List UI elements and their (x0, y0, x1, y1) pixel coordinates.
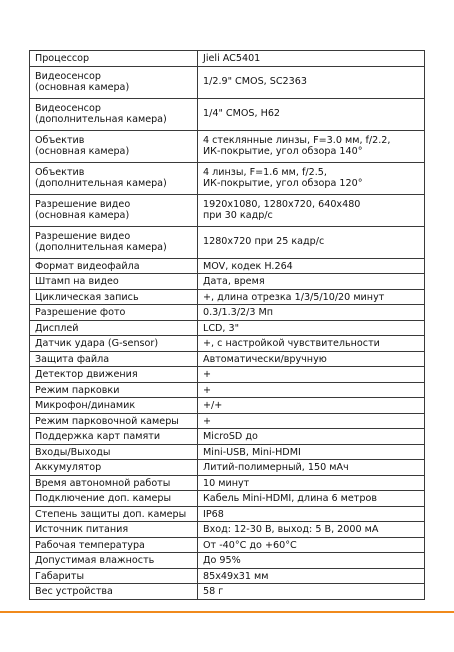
spec-label: Аккумулятор (35, 462, 102, 473)
spec-label: Видеосенсор (35, 102, 101, 114)
spec-row (30, 320, 425, 336)
spec-row (30, 491, 425, 507)
spec-label: Входы/Выходы (35, 446, 111, 458)
spec-value: 1920x1080, 1280x720, 640x480 (203, 198, 361, 210)
spec-label-cell (30, 506, 198, 522)
spec-label: Режим парковочной камеры (35, 415, 179, 427)
spec-value: ИК-покрытие, угол обзора 120° (203, 178, 363, 189)
spec-label: Датчик удара (G-sensor) (35, 338, 159, 349)
spec-value: MicroSD до (203, 431, 258, 442)
spec-value: 10 минут (203, 477, 250, 489)
spec-row (30, 305, 425, 321)
spec-value-cell (198, 258, 425, 274)
spec-label-cell (30, 320, 198, 336)
spec-label: Допустимая влажность (35, 555, 155, 566)
spec-value: Дата, время (203, 276, 265, 287)
spec-label: Процессор (35, 53, 90, 64)
spec-row (30, 522, 425, 538)
spec-label: Вес устройства (35, 586, 113, 597)
spec-row (30, 584, 425, 600)
spec-table-body (30, 51, 425, 600)
spec-label-cell (30, 444, 198, 460)
spec-row (30, 226, 425, 258)
spec-label: (основная камера) (35, 210, 130, 221)
spec-label: Формат видеофайла (35, 260, 140, 272)
spec-label: Объектив (35, 134, 85, 146)
spec-label-cell (30, 475, 198, 491)
spec-label: (основная камера) (35, 146, 130, 157)
spec-label-cell (30, 336, 198, 352)
spec-label-cell (30, 305, 198, 321)
spec-value: 58 г (203, 586, 224, 597)
spec-label-cell (30, 413, 198, 429)
spec-row (30, 537, 425, 553)
spec-value-cell (198, 367, 425, 383)
spec-value-cell (198, 537, 425, 553)
spec-value-cell (198, 444, 425, 460)
spec-label: Подключение доп. камеры (35, 493, 172, 504)
spec-label-cell (30, 194, 198, 226)
spec-value: Автоматически/вручную (203, 353, 327, 365)
spec-label-cell (30, 130, 198, 162)
spec-value: Mini-USB, Mini-HDMI (203, 446, 301, 458)
spec-row (30, 336, 425, 352)
spec-label-cell (30, 568, 198, 584)
spec-label: (дополнительная камера) (35, 114, 167, 125)
spec-value-cell (198, 429, 425, 445)
spec-table (29, 50, 425, 600)
spec-value-cell (198, 351, 425, 367)
spec-value: +, длина отрезка 1/3/5/10/20 минут (203, 291, 385, 303)
spec-row (30, 475, 425, 491)
spec-label-cell (30, 398, 198, 414)
spec-label: Циклическая запись (35, 291, 139, 303)
spec-value-cell (198, 584, 425, 600)
spec-label: Защита файла (35, 353, 110, 365)
spec-value-cell (198, 522, 425, 538)
spec-label-cell (30, 522, 198, 538)
spec-value-cell (198, 305, 425, 321)
spec-value: Jieli AC5401 (203, 53, 261, 64)
spec-row (30, 460, 425, 476)
spec-label: Габариты (35, 570, 85, 582)
spec-label-cell (30, 553, 198, 569)
spec-label-cell (30, 429, 198, 445)
spec-value-cell (198, 51, 425, 67)
spec-row (30, 553, 425, 569)
spec-value: 4 стеклянные линзы, F=3.0 мм, f/2.2, (203, 134, 391, 146)
spec-label: Видеосенсор (35, 70, 101, 82)
spec-value-cell (198, 320, 425, 336)
spec-label-cell (30, 491, 198, 507)
spec-value-cell (198, 98, 425, 130)
spec-label: Степень защиты доп. камеры (35, 508, 187, 520)
spec-value: От -40°C до +60°C (203, 539, 297, 551)
spec-value: + (203, 369, 212, 380)
spec-row (30, 398, 425, 414)
spec-label: Время автономной работы (35, 477, 171, 489)
spec-label: Разрешение фото (35, 307, 126, 318)
spec-value: LCD, 3" (203, 322, 240, 334)
spec-row (30, 351, 425, 367)
spec-value-cell (198, 506, 425, 522)
spec-value-cell (198, 336, 425, 352)
spec-value: +, с настройкой чувствительности (203, 338, 380, 349)
spec-value: Вход: 12-30 В, выход: 5 В, 2000 мА (203, 524, 379, 535)
spec-label: Микрофон/динамик (35, 400, 136, 411)
spec-value-cell (198, 382, 425, 398)
spec-value: 1/2.9" CMOS, SC2363 (203, 76, 307, 88)
spec-value: До 95% (203, 555, 241, 566)
spec-label: Поддержка карт памяти (35, 431, 161, 442)
spec-label-cell (30, 274, 198, 290)
spec-row (30, 413, 425, 429)
spec-label-cell (30, 289, 198, 305)
spec-label: (дополнительная камера) (35, 178, 167, 189)
spec-value: +/+ (203, 400, 223, 411)
spec-value-cell (198, 460, 425, 476)
spec-value: 1/4" CMOS, H62 (203, 108, 281, 120)
spec-label: (дополнительная камера) (35, 242, 167, 253)
footer-accent-line (0, 611, 454, 613)
spec-label-cell (30, 51, 198, 67)
spec-row (30, 506, 425, 522)
spec-label: Разрешение видео (35, 198, 131, 210)
spec-value: MOV, кодек H.264 (203, 260, 293, 272)
spec-value: IP68 (203, 508, 224, 520)
spec-row (30, 444, 425, 460)
spec-label-cell (30, 351, 198, 367)
spec-value: + (203, 415, 212, 427)
spec-value: ИК-покрытие, угол обзора 140° (203, 146, 363, 157)
spec-value-cell (198, 413, 425, 429)
spec-label: Детектор движения (35, 369, 138, 380)
spec-row (30, 367, 425, 383)
spec-label: Объектив (35, 166, 85, 178)
spec-row (30, 382, 425, 398)
spec-row (30, 194, 425, 226)
spec-row (30, 258, 425, 274)
spec-row (30, 289, 425, 305)
spec-label-cell (30, 258, 198, 274)
spec-row (30, 98, 425, 130)
spec-value: + (203, 384, 212, 396)
spec-value-cell (198, 66, 425, 98)
spec-label: Разрешение видео (35, 230, 131, 242)
spec-label-cell (30, 537, 198, 553)
spec-row (30, 568, 425, 584)
spec-value-cell (198, 162, 425, 194)
spec-value: при 30 кадр/с (203, 210, 273, 221)
spec-label: Дисплей (35, 322, 79, 334)
spec-value-cell (198, 274, 425, 290)
spec-value-cell (198, 194, 425, 226)
spec-value: 0.3/1.3/2/3 Мп (203, 307, 274, 318)
spec-label-cell (30, 584, 198, 600)
spec-label: (основная камера) (35, 82, 130, 93)
spec-value-cell (198, 568, 425, 584)
spec-label-cell (30, 382, 198, 398)
spec-row (30, 130, 425, 162)
spec-value: 4 линзы, F=1.6 мм, f/2.5, (203, 166, 327, 178)
spec-label: Источник питания (35, 524, 129, 535)
spec-value-cell (198, 226, 425, 258)
spec-row (30, 51, 425, 67)
spec-label-cell (30, 226, 198, 258)
spec-value-cell (198, 398, 425, 414)
spec-label-cell (30, 460, 198, 476)
spec-value-cell (198, 491, 425, 507)
spec-value-cell (198, 289, 425, 305)
spec-label: Режим парковки (35, 384, 120, 396)
spec-row (30, 274, 425, 290)
spec-label: Рабочая температура (35, 539, 145, 551)
spec-value-cell (198, 475, 425, 491)
spec-label-cell (30, 367, 198, 383)
spec-row (30, 162, 425, 194)
spec-row (30, 66, 425, 98)
spec-value-cell (198, 553, 425, 569)
spec-label-cell (30, 162, 198, 194)
spec-value: Литий-полимерный, 150 мАч (203, 462, 349, 473)
spec-label-cell (30, 98, 198, 130)
spec-label: Штамп на видео (35, 276, 119, 287)
spec-value: Кабель Mini-HDMI, длина 6 метров (203, 493, 377, 504)
spec-label-cell (30, 66, 198, 98)
spec-value: 85x49x31 мм (203, 570, 269, 582)
spec-value: 1280x720 при 25 кадр/с (203, 236, 325, 248)
spec-row (30, 429, 425, 445)
spec-value-cell (198, 130, 425, 162)
